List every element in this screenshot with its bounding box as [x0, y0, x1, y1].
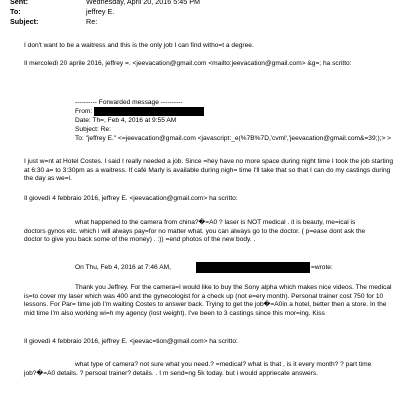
forwarded-from-label: From: — [75, 108, 93, 115]
subject-value: Re: — [86, 17, 98, 26]
message-paragraph: what type of camera? not sure what you need.? =medical? what is that , is it every month? ? part time job?�=A0 details. ? persoal trainer? details. . I m send=ng 5k today. but i would appriecate answers. — [24, 361, 372, 377]
reply-line: I don't want to be a waitress and this is the only job I can find witho=t a degree. — [24, 42, 254, 49]
redaction-bar — [94, 107, 204, 116]
message-paragraph: Thank you Jeffrey. For the camera=I would like to buy the Sony alpha which makes nice videos. The medical is=to cover my laser which was 400 and the gynecologist for a check up (not e=ery month). Personal trainer cost 750 for 10 lessons. For Par= time job I'm waiting Costes to answer back. Trying to get the job�=A0in a hotel, better then a store. In the mid time I'm also working wi=h my agency (lost weight). I've been to 3 castings since this mor=ing. Kiss — [24, 284, 392, 317]
message-paragraph: I just w=nt at Hotel Costes. I said I really needed a job. Since =hey have no more space during night time I took the job starting at 6:30 a= to 3:30pm as a waitress. If café Marly is available during nigh= time I'll take that so that I can do my castings during the day as we=l. — [24, 158, 394, 183]
subject-label: Subject: — [10, 17, 39, 26]
to-value: jeffrey E. — [86, 7, 115, 16]
quoted-header-4: Il giovedì 4 febbraio 2016, jeffrey E. <jeevac=tion@gmail.com> ha scritto: — [24, 338, 238, 345]
sent-label: Sent: — [10, 0, 28, 6]
forwarded-subject: Subject: Re: — [75, 126, 111, 133]
quoted-header-3-suffix: =wrote: — [311, 264, 333, 271]
to-label: To: — [10, 7, 21, 16]
forwarded-divider: ---------- Forwarded message ---------- — [75, 99, 183, 106]
quoted-header-2: Il giovedì 4 febbraio 2016, jeffrey E. <jeevacation@gmail.com> ha scritto: — [24, 195, 238, 202]
redaction-bar — [196, 262, 310, 273]
forwarded-to: To: "jeffrey E." <=jeevacation@gmail.com <javascript:_e(%7B%7D,'cvml','jeevacation@gmail.com&=39;);> > — [75, 135, 392, 142]
quoted-header-3-prefix: On Thu, Feb 4, 2016 at 7:46 AM, — [75, 264, 171, 271]
quoted-header-1: Il mercoledì 20 aprile 2016, jeffrey =. <jeevacation@gmail.com <mailto:jeevacation@gmail.com> &g=; ha scritto: — [24, 60, 352, 67]
message-paragraph: what happened to the camera from china?�=A0 ? laser is NOT medical . it is beauty, me=ical is doctors gynos etc. which i will always pay=for no matter what. you can always go to the doctor. ( p=ease dont ask the doctor to give you back some of the money) . :)) =end photos of the new body. . — [24, 219, 366, 244]
sent-value: Wednesday, April 20, 2016 5:45 PM — [86, 0, 201, 6]
forwarded-date: Date: Th=, Feb 4, 2016 at 9:55 AM — [75, 117, 177, 124]
